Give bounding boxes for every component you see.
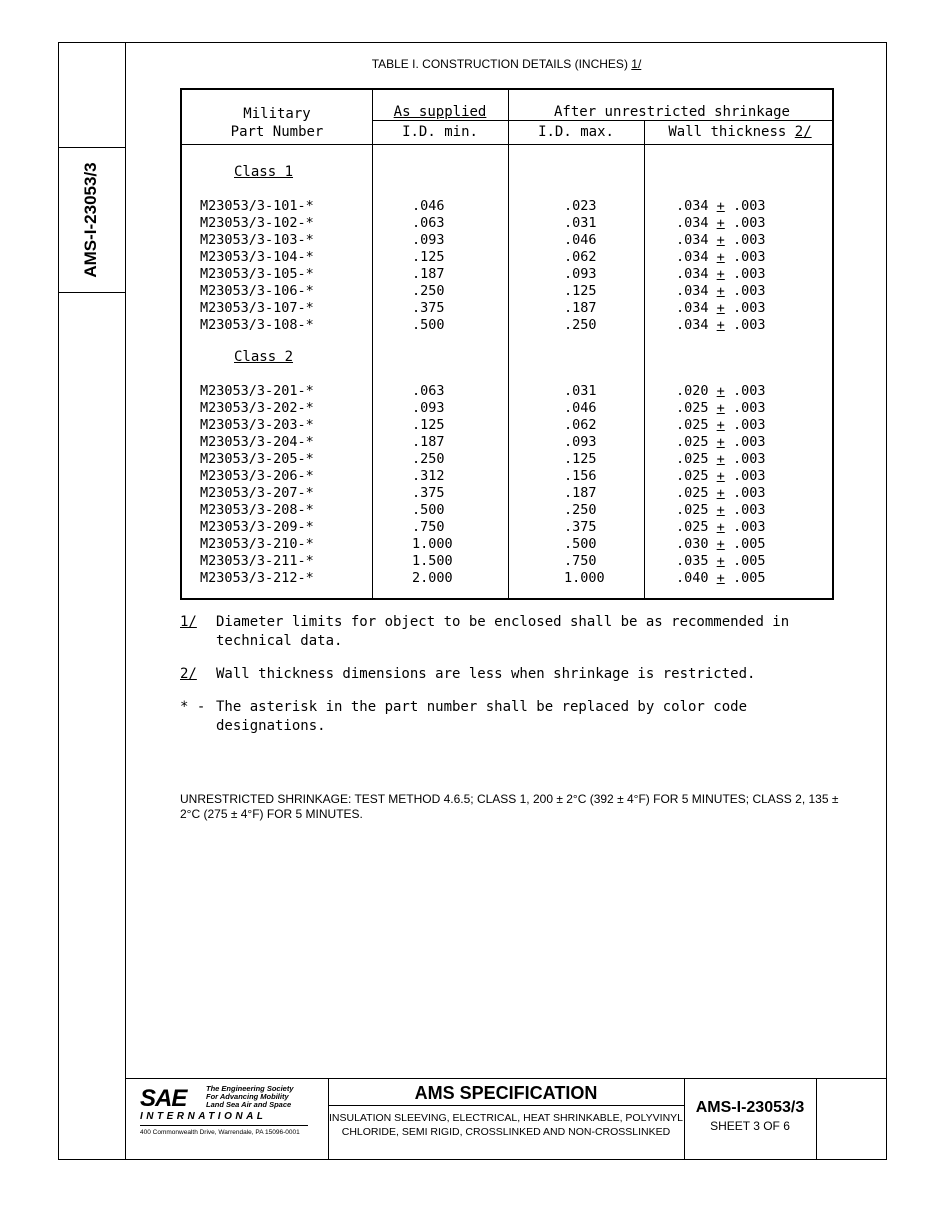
wall-thickness-cell [676,502,765,518]
note-mark: * - [180,699,206,715]
table-row [182,536,832,553]
id-min-cell: 2.000 [412,570,453,586]
tolerance-value: .003 [732,215,766,231]
tolerance-value: .003 [732,502,766,518]
table-row [182,317,832,334]
table-row [182,519,832,536]
plus-minus: + [716,249,725,265]
part-number-cell: M23053/3-209-* [200,519,314,535]
id-max-cell: .187 [564,485,597,501]
table-row [182,485,832,502]
wall-thickness-cell [676,451,765,467]
wall-thickness-cell [676,485,765,501]
wall-value: .025 [676,417,709,433]
sae-tagline-line: For Advancing Mobility [206,1092,289,1101]
id-max-cell: .250 [564,502,597,518]
note-mark: 2/ [180,666,197,682]
id-max-cell: .062 [564,417,597,433]
note-text: The asterisk in the part number shall be replaced by color code designations. [216,699,748,734]
id-min-cell: .500 [412,317,445,333]
wall-thickness-cell [676,570,765,586]
id-max-cell: 1.000 [564,570,605,586]
header-supplied-line2: I.D. min. [402,124,478,140]
id-max-cell: .031 [564,215,597,231]
sheet-number: SHEET 3 OF 6 [710,1119,790,1133]
id-min-cell: .250 [412,451,445,467]
plus-minus: + [716,417,725,433]
plus-minus: + [716,553,725,569]
wall-value: .025 [676,468,709,484]
wall-value: .030 [676,536,709,552]
header-wall-text: Wall thickness [668,124,795,140]
part-number-cell: M23053/3-108-* [200,317,314,333]
sae-tagline-line: The Engineering Society [206,1084,294,1093]
note-3 [180,698,840,736]
plus-minus: + [716,502,725,518]
part-number-cell: M23053/3-206-* [200,468,314,484]
wall-thickness-cell [676,468,765,484]
tolerance-value: .003 [732,283,766,299]
wall-value: .025 [676,519,709,535]
id-min-cell: .046 [412,198,445,214]
tolerance-value: .003 [732,249,766,265]
table-caption [126,57,887,71]
wall-value: .034 [676,283,709,299]
doc-number: AMS-I-23053/3 [695,1099,805,1116]
id-min-cell: .312 [412,468,445,484]
id-min-cell: .093 [412,232,445,248]
class1-label: Class 1 [234,164,294,180]
note-2 [180,665,840,684]
id-max-cell: .750 [564,553,597,569]
wall-value: .020 [676,383,709,399]
tolerance-value: .003 [732,400,766,416]
header-part-line1: Military [243,106,311,122]
part-number-cell: M23053/3-101-* [200,198,314,214]
id-min-cell: .125 [412,417,445,433]
construction-table [180,88,834,600]
table-row [182,198,832,215]
wall-thickness-cell [676,519,765,535]
tolerance-value: .003 [732,198,766,214]
id-max-cell: .500 [564,536,597,552]
tolerance-value: .003 [732,451,766,467]
table-row [182,283,832,300]
sae-international: INTERNATIONAL [140,1111,267,1122]
plus-minus: + [716,400,725,416]
header-bottom-rule [182,144,832,145]
part-number-cell: M23053/3-105-* [200,266,314,282]
tolerance-value: .003 [732,417,766,433]
plus-minus: + [716,468,725,484]
plus-minus: + [716,232,725,248]
note-text: Wall thickness dimensions are less when shrinkage is restricted. [216,666,756,682]
wall-thickness-cell [676,198,765,214]
part-number-cell: M23053/3-102-* [200,215,314,231]
plus-minus: + [716,266,725,282]
wall-thickness-cell [676,283,765,299]
wall-value: .025 [676,451,709,467]
table-row [182,553,832,570]
id-max-cell: .125 [564,451,597,467]
part-number-cell: M23053/3-202-* [200,400,314,416]
part-number-cell: M23053/3-212-* [200,570,314,586]
table-caption-text: TABLE I. CONSTRUCTION DETAILS (INCHES) [371,57,632,71]
part-number-cell: M23053/3-107-* [200,300,314,316]
table-caption-footnote: 1/ [631,57,642,71]
table-row [182,451,832,468]
wall-thickness-cell [676,266,765,282]
id-min-cell: .187 [412,434,445,450]
id-min-cell: 1.000 [412,536,453,552]
part-number-cell: M23053/3-207-* [200,485,314,501]
part-number-cell: M23053/3-201-* [200,383,314,399]
wall-value: .040 [676,570,709,586]
title-block-divider [816,1079,817,1160]
title-rule [328,1105,684,1106]
spec-description: INSULATION SLEEVING, ELECTRICAL, HEAT SHRINKABLE, POLYVINYL CHLORIDE, SEMI RIGID, CROSSLINKED AND NON-CROSSLINKED [329,1112,683,1138]
sae-tagline-line: Land Sea Air and Space [206,1100,292,1109]
class2-label: Class 2 [234,349,294,365]
part-number-cell: M23053/3-106-* [200,283,314,299]
id-min-cell: .093 [412,400,445,416]
part-number-cell: M23053/3-103-* [200,232,314,248]
id-min-cell: .250 [412,283,445,299]
plus-minus: + [716,198,725,214]
plus-minus: + [716,451,725,467]
wall-thickness-cell [676,317,765,333]
table-row [182,468,832,485]
sae-tagline [206,1085,294,1109]
id-max-cell: .023 [564,198,597,214]
id-max-cell: .375 [564,519,597,535]
id-max-cell: .046 [564,232,597,248]
wall-thickness-cell [676,300,765,316]
wall-thickness-cell [676,400,765,416]
table-row [182,249,832,266]
header-wall-thickness [644,124,836,140]
plus-minus: + [716,300,725,316]
plus-minus: + [716,317,725,333]
wall-value: .025 [676,485,709,501]
tolerance-value: .003 [732,266,766,282]
spec-title: AMS SPECIFICATION [414,1083,598,1103]
part-number-cell: M23053/3-210-* [200,536,314,552]
table-row [182,400,832,417]
plus-minus: + [716,434,725,450]
tolerance-value: .005 [732,553,766,569]
note-mark: 1/ [180,614,197,630]
header-wall-footnote: 2/ [794,124,812,140]
sae-address: 400 Commonwealth Drive, Warrendale, PA 15096-0001 [140,1129,300,1136]
table-row [182,266,832,283]
part-number-cell: M23053/3-208-* [200,502,314,518]
tolerance-value: .003 [732,317,766,333]
tolerance-value: .003 [732,300,766,316]
id-max-cell: .125 [564,283,597,299]
id-min-cell: 1.500 [412,553,453,569]
shrinkage-footnote: UNRESTRICTED SHRINKAGE: TEST METHOD 4.6.5; CLASS 1, 200 ± 2°C (392 ± 4°F) FOR 5 MINUTES; CLASS 2, 135 ± 2°C (275 ± 4°F) FOR 5 MINUTES. [180,792,839,821]
wall-thickness-cell [676,249,765,265]
wall-thickness-cell [676,434,765,450]
tolerance-value: .003 [732,383,766,399]
id-min-cell: .187 [412,266,445,282]
id-min-cell: .750 [412,519,445,535]
part-number-cell: M23053/3-211-* [200,553,314,569]
table-row [182,417,832,434]
wall-value: .025 [676,434,709,450]
plus-minus: + [716,519,725,535]
table-row [182,570,832,587]
note-1 [180,613,840,651]
wall-value: .034 [676,198,709,214]
wall-value: .034 [676,300,709,316]
table-row [182,383,832,400]
part-number-cell: M23053/3-104-* [200,249,314,265]
title-block [126,1078,887,1160]
header-divider [372,120,832,121]
id-min-cell: .375 [412,300,445,316]
id-max-cell: .093 [564,434,597,450]
plus-minus: + [716,536,725,552]
table-row [182,434,832,451]
tolerance-value: .003 [732,434,766,450]
id-max-cell: .187 [564,300,597,316]
id-min-cell: .125 [412,249,445,265]
id-min-cell: .063 [412,383,445,399]
wall-thickness-cell [676,417,765,433]
wall-value: .034 [676,215,709,231]
header-part-line2: Part Number [230,124,324,140]
table-row [182,215,832,232]
header-id-max: I.D. max. [538,124,614,140]
part-number-cell: M23053/3-204-* [200,434,314,450]
part-number-cell: M23053/3-203-* [200,417,314,433]
wall-thickness-cell [676,536,765,552]
id-min-cell: .500 [412,502,445,518]
tolerance-value: .003 [732,468,766,484]
tolerance-value: .005 [732,570,766,586]
note-text: Diameter limits for object to be enclosed shall be as recommended in technical data. [216,614,790,649]
plus-minus: + [716,383,725,399]
wall-value: .034 [676,266,709,282]
table-row [182,300,832,317]
tolerance-value: .005 [732,536,766,552]
wall-value: .034 [676,249,709,265]
logo-rule [140,1125,308,1126]
id-max-cell: .250 [564,317,597,333]
table-row [182,232,832,249]
id-max-cell: .031 [564,383,597,399]
id-max-cell: .156 [564,468,597,484]
sae-logo: SAE [140,1085,187,1112]
part-number-cell: M23053/3-205-* [200,451,314,467]
header-after-shrinkage: After unrestricted shrinkage [553,104,790,120]
notes [180,613,840,750]
id-min-cell: .375 [412,485,445,501]
side-doc-label: AMS-I-23053/3 [81,162,100,278]
wall-thickness-cell [676,215,765,231]
wall-value: .035 [676,553,709,569]
wall-thickness-cell [676,232,765,248]
plus-minus: + [716,283,725,299]
plus-minus: + [716,485,725,501]
wall-value: .034 [676,232,709,248]
table-row [182,502,832,519]
id-max-cell: .093 [564,266,597,282]
wall-value: .025 [676,502,709,518]
tolerance-value: .003 [732,519,766,535]
wall-thickness-cell [676,383,765,399]
id-min-cell: .063 [412,215,445,231]
header-supplied-line1: As supplied [393,104,487,120]
wall-thickness-cell [676,553,765,569]
tolerance-value: .003 [732,232,766,248]
wall-value: .025 [676,400,709,416]
plus-minus: + [716,570,725,586]
id-max-cell: .046 [564,400,597,416]
id-max-cell: .062 [564,249,597,265]
tolerance-value: .003 [732,485,766,501]
wall-value: .034 [676,317,709,333]
plus-minus: + [716,215,725,231]
